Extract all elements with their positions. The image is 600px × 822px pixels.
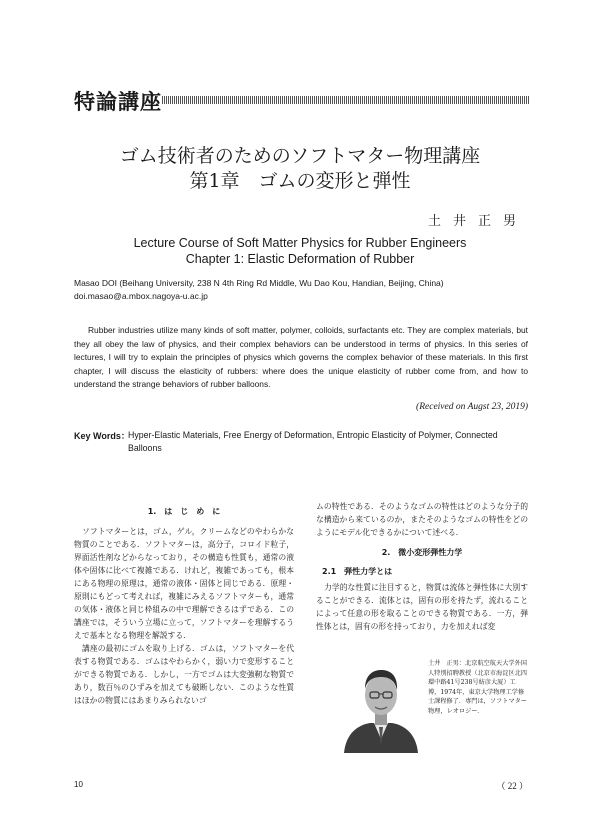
received-date: (Received on Augst 23, 2019) [416,402,528,412]
section-1-heading: 1. は じ め に [147,507,221,516]
body-left-column [74,506,294,707]
author-photo [340,659,422,753]
section-1-paragraph-2: 講座の最初にゴムを取り上げる．ゴムは，ソフトマターを代表する物質である．ゴムはやわらかく，弱い力で変形することができる物質である．しかし，一方でゴムは大変強靭な物質であり，数百％のひずみを加えても破断しない．このような性質はほかの物質にはあまりみられないゴ [74,644,294,705]
section-1-paragraph-1: ソフトマターとは，ゴム，ゲル，クリームなどのやわらかな物質のことである．ソフトマターは，高分子，コロイド粒子，界面活性剤などからなっており，その構造も性質も，通常の液体や固体に比べて複雑である．けれど，複雑であっても，根本にある物理の原理は，通常の液体・固体と同じである．原理・原則にもどって考えれば，複雑にみえるソフトマターも，通常の気体・液体と同じ枠組みの中で理解できるはずである．この講座では，そういう立場に立って，ソフトマターを理解するうえで基本となる物理を解説する． [74,527,294,640]
section-2-1-paragraph-1: 力学的な性質に注目すると，物質は流体と弾性体に大別することができる．流体とは，固有の形を持たず，流れることによって任意の形を取ることのできる物質である．一方，弾性体とは，固有の形を持っており，力を加えれば変 [316,583,528,631]
right-paragraph-continued: ムの特性である．そのようなゴムの特性はどのような分子的な構造から来ているのか，またそのようなゴムの特性をどのようにモデル化できるかについて述べる． [316,502,528,537]
title-en-line2: Chapter 1: Elastic Deformation of Rubber [185,252,415,266]
title-jp-line2: 第1章 ゴムの変形と弾性 [189,170,411,192]
title-jp-line1: ゴム技術者のためのソフトマター物理講座 [119,145,481,167]
title-en-line1: Lecture Course of Soft Matter Physics for Rubber Engineers [133,236,467,250]
page-number-right: （ 22 ） [496,781,528,791]
author-affiliation: Masao DOI (Beihang University, 238 N 4th Ring Rd Middle, Wu Dao Kou, Handian, Beijing, China) [74,278,444,288]
section-2-1-heading: 2.1 弾性力学とは [322,567,393,576]
keywords-text: Hyper-Elastic Materials, Free Energy of Deformation, Entropic Elasticity of Polymer, Connected Balloons [128,430,498,453]
keywords-label: Key Words： [74,431,130,441]
page-number-left: 10 [74,780,83,789]
body-right-column [316,500,528,633]
abstract: Rubber industries utilize many kinds of soft matter, polymer, colloids, surfactants etc. They are complex materials, but they all obey the law of physics, and their complex behaviors can be understood in terms of physics. In this series of lectures, I will try to explain the principles of physics which governs the complex behavior of these materials. In this first chapter, I will discuss the elasticity of rubbers: where does the unique elasticity of rubber come from, and how to understand the strange behaviors of rubber balloons. [74,325,528,389]
author-portrait-image [340,659,422,753]
section-2-heading: 2. 微小変形弾性力学 [381,548,463,557]
series-title: 特論講座 [74,90,162,114]
author-email: doi.masao@a.mbox.nagoya-u.ac.jp [74,291,208,301]
author-name-jp: 土井正男 [427,214,528,229]
author-bio: 土井 正男：北京航空航天大学外国人特別招聘教授（北京市海淀区北四環中路41号238号紡彦大厦）工博，1974年，東京大学物理工学修士課程修了．専門は，ソフトマター物理，レオロジー． [428,660,527,715]
header-hatch-rule [162,96,530,104]
